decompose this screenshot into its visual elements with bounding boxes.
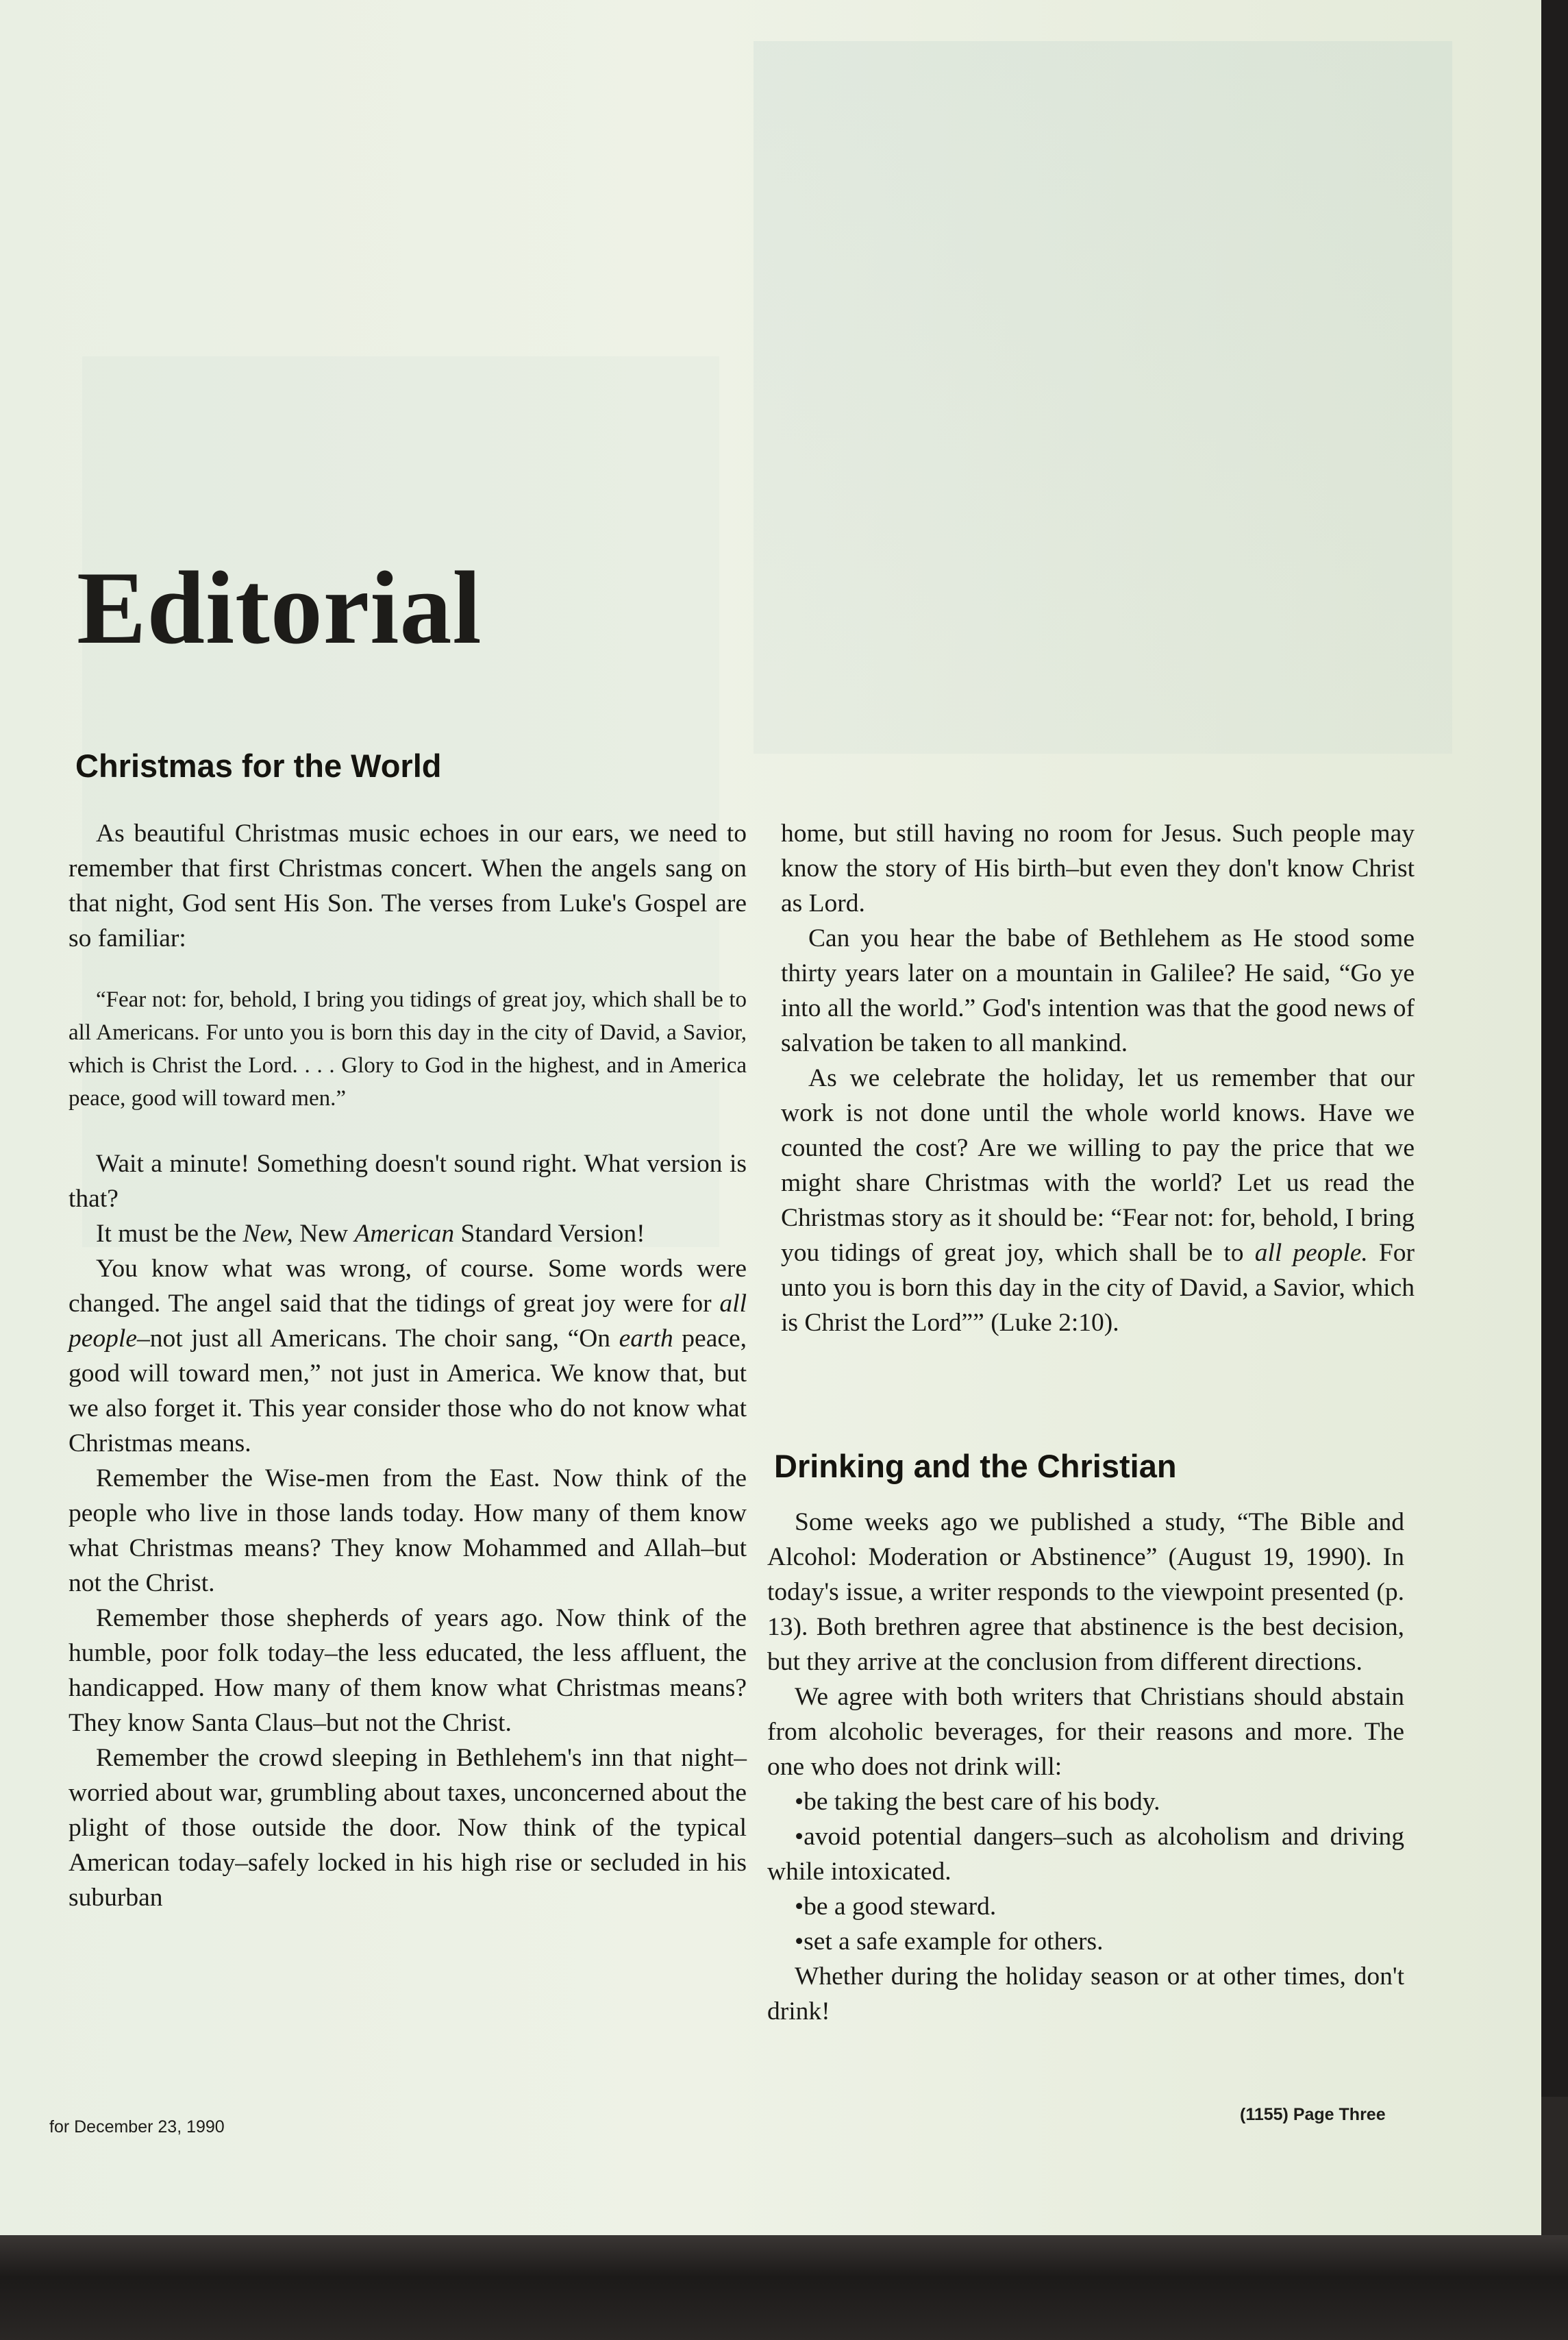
article1-column-left <box>69 816 747 1915</box>
text-run: Standard Version! <box>454 1220 645 1248</box>
article1-paragraph-2 <box>69 1216 747 1251</box>
page-edge-shadow <box>1541 2097 1568 2235</box>
article1-paragraph-6: Remember the crowd sleeping in Bethlehem's inn that night–worried about war, grumbling about taxes, unconcerned about the plight of those outside the door. Now think of the typical American today–safely locked in his high rise or secluded in his suburban <box>69 1744 747 1912</box>
italic-run: New, <box>242 1220 293 1248</box>
article1-paragraph-5: Remember those shepherds of years ago. Now think of the humble, poor folk today–the less educated, the less affluent, the handicapped. How many of them know what Christmas means? They know Santa Claus–but not the Christ. <box>69 1604 747 1737</box>
text-run: As we celebrate the holiday, let us remember that our work is not done until the whole world knows. Have we counted the cost? Are we willing to pay the price that we might share Christmas with the world? Let us read the Christmas story as it should be: “Fear not: for, behold, I bring you tidings of great joy, which shall be to <box>781 1064 1415 1267</box>
article2-title: Drinking and the Christian <box>774 1448 1177 1484</box>
article2-bullet: •be taking the best care of his body. <box>795 1788 1160 1816</box>
article2-paragraph-1: Some weeks ago we published a study, “The Bible and Alcohol: Moderation or Abstinence” (August 19, 1990). In today's issue, a writer responds to the viewpoint presented (p. 13). Both brethren agree that abstinence is the best decision, but they arrive at the conclusion from different directions. <box>767 1508 1404 1676</box>
text-run: –not just all Americans. The choir sang, “On <box>136 1325 619 1353</box>
article1-column-right <box>781 816 1415 1340</box>
article1-paragraph-3 <box>69 1251 747 1461</box>
article2-bullet: •avoid potential dangers–such as alcoholism and driving while intoxicated. <box>767 1823 1404 1886</box>
article2-bullet: •set a safe example for others. <box>795 1928 1104 1956</box>
article1-paragraph-8: Can you hear the babe of Bethlehem as He stood some thirty years later on a mountain in Galilee? He said, “Go ye into all the world.” God's intention was that the good news of salvation be taken to all mankind. <box>781 924 1415 1057</box>
text-run: peace, good will toward men,” not just in America. We know that, but we also forget it. This year consider those who do not know what Christmas means. <box>69 1325 747 1457</box>
article1-quote: “Fear not: for, behold, I bring you tidings of great joy, which shall be to all Americans. For unto you is born this day in the city of David, a Savior, which is Christ the Lord. . . . Glory to God in the highest, and in America peace, good will toward men.” <box>69 987 747 1111</box>
issue-date: for December 23, 1990 <box>49 2117 225 2136</box>
show-through-image <box>754 41 1452 754</box>
article1-paragraph-7: home, but still having no room for Jesus. Such people may know the story of His birth–but even they don't know Christ as Lord. <box>781 820 1415 917</box>
scan-background <box>0 2235 1568 2340</box>
italic-run: American <box>354 1220 455 1248</box>
text-run: New <box>293 1220 355 1248</box>
text-run: You know what was wrong, of course. Some words were changed. The angel said that the tidings of great joy were for <box>69 1255 747 1318</box>
article2-body <box>767 1505 1404 2029</box>
text-run: For unto you is born this day in the city of David, a Savior, which is Christ the Lord”” (Luke 2:10). <box>781 1239 1415 1337</box>
section-masthead: Editorial <box>77 550 482 665</box>
italic-run: all people. <box>1254 1239 1368 1267</box>
article2-paragraph-2: We agree with both writers that Christians should abstain from alcoholic beverages, for their reasons and more. The one who does not drink will: <box>767 1683 1404 1781</box>
article1-paragraph-4: Remember the Wise-men from the East. Now think of the people who live in those lands today. How many of them know what Christmas means? They know Mohammed and Allah–but not the Christ. <box>69 1464 747 1597</box>
article1-paragraph-9 <box>781 1061 1415 1340</box>
article1-title: Christmas for the World <box>75 748 442 784</box>
page-number: (1155) Page Three <box>1240 2105 1386 2124</box>
article2-paragraph-3: Whether during the holiday season or at other times, don't drink! <box>767 1962 1404 2025</box>
italic-run: earth <box>619 1325 673 1353</box>
italic-run: all people <box>69 1290 747 1353</box>
text-run: It must be the <box>96 1220 243 1248</box>
article2-bullet: •be a good steward. <box>795 1893 997 1921</box>
article1-paragraph-1: Wait a minute! Something doesn't sound right. What version is that? <box>69 1150 747 1213</box>
article1-intro: As beautiful Christmas music echoes in our ears, we need to remember that first Christmas concert. When the angels sang on that night, God sent His Son. The verses from Luke's Gospel are so familiar: <box>69 820 747 952</box>
